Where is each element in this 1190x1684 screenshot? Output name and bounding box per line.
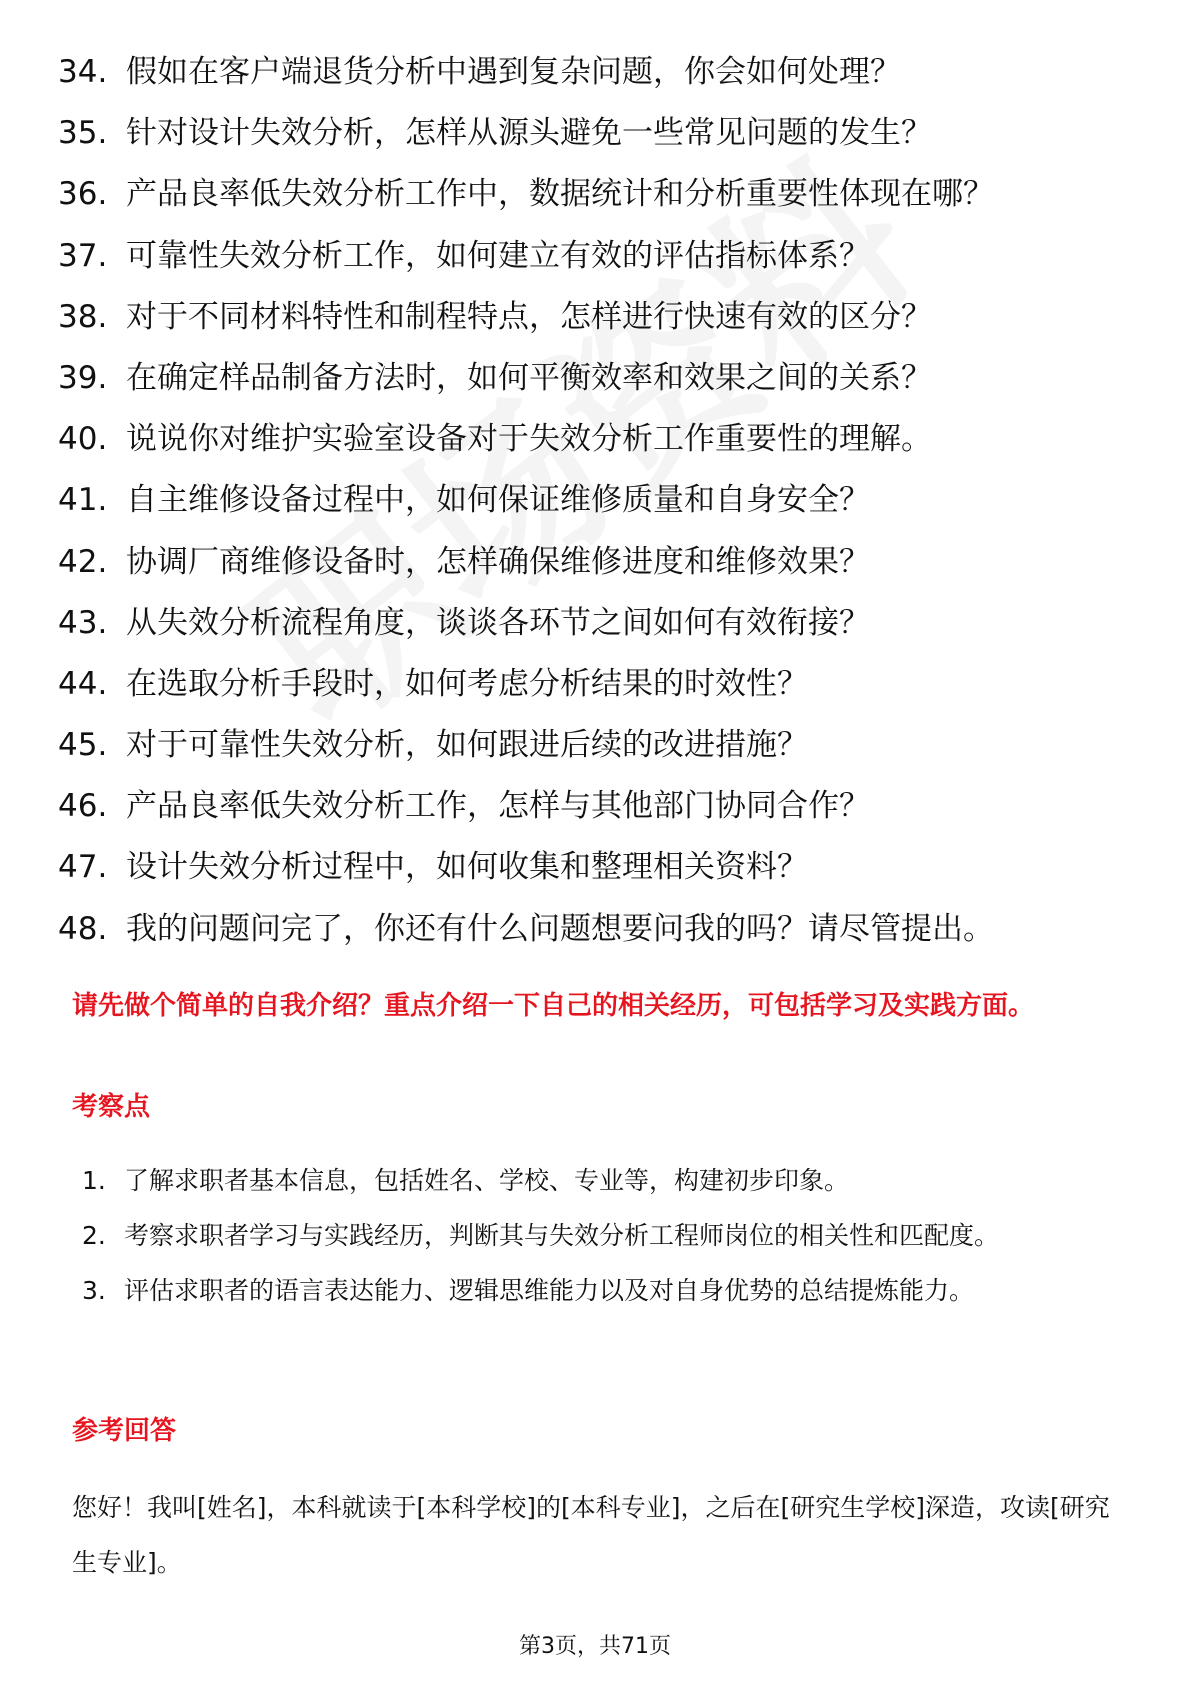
question-item: [58, 358, 1150, 419]
section-heading: 请先做个简单的自我介绍？重点介绍一下自己的相关经历，可包括学习及实践方面。: [72, 991, 1035, 1021]
question-text: 产品良率低失效分析工作中，数据统计和分析重要性体现在哪？: [126, 176, 994, 213]
question-text: 产品良率低失效分析工作，怎样与其他部门协同合作？: [126, 788, 870, 825]
question-text: 可靠性失效分析工作，如何建立有效的评估指标体系？: [126, 237, 870, 274]
question-number: 39.: [58, 359, 108, 396]
answer-text: 您好！我叫[姓名]，本科就读于[本科学校]的[本科专业]，之后在[研究生学校]深造，攻读[研究生专业]。: [72, 1493, 1110, 1577]
question-number: 46.: [58, 788, 108, 825]
focus-list: [82, 1153, 1112, 1318]
question-text: 针对设计失效分析，怎样从源头避免一些常见问题的发生？: [126, 115, 932, 152]
page-footer: 第3页，共71页: [519, 1634, 671, 1659]
answer-label: 参考回答: [72, 1416, 177, 1446]
question-number: 48.: [58, 910, 108, 947]
question-number: 42.: [58, 543, 108, 580]
question-item: [58, 603, 1150, 664]
question-number: 47.: [58, 849, 108, 886]
question-text: 设计失效分析过程中，如何收集和整理相关资料？: [126, 849, 808, 886]
question-number: 34.: [58, 54, 108, 90]
question-item: [58, 174, 1150, 235]
question-text: 自主维修设备过程中，如何保证维修质量和自身安全？: [126, 482, 870, 519]
focus-number: 3.: [82, 1276, 106, 1305]
focus-number: 1.: [82, 1166, 106, 1195]
focus-text: 了解求职者基本信息，包括姓名、学校、专业等，构建初步印象。: [124, 1166, 850, 1195]
question-number: 45.: [58, 727, 108, 764]
question-list: [58, 52, 1150, 970]
question-text: 对于可靠性失效分析，如何跟进后续的改进措施？: [126, 727, 808, 764]
question-text: 对于不同材料特性和制程特点，怎样进行快速有效的区分？: [126, 298, 932, 335]
question-number: 43.: [58, 604, 108, 641]
question-number: 36.: [58, 176, 108, 213]
focus-number: 2.: [82, 1221, 106, 1250]
question-item: [58, 52, 1150, 113]
question-text: 在选取分析手段时，如何考虑分析结果的时效性？: [126, 665, 808, 702]
question-item: [58, 542, 1150, 603]
focus-item: [82, 1208, 1112, 1263]
focus-text: 评估求职者的语言表达能力、逻辑思维能力以及对自身优势的总结提炼能力。: [124, 1276, 975, 1305]
question-text: 协调厂商维修设备时，怎样确保维修进度和维修效果？: [126, 543, 870, 580]
question-item: [58, 725, 1150, 786]
question-text: 从失效分析流程角度，谈谈各环节之间如何有效衔接？: [126, 604, 870, 641]
question-number: 41.: [58, 482, 108, 519]
question-text: 在确定样品制备方法时，如何平衡效率和效果之间的关系？: [126, 359, 932, 396]
question-item: [58, 480, 1150, 541]
question-text: 说说你对维护实验室设备对于失效分析工作重要性的理解。: [126, 421, 932, 458]
question-item: [58, 236, 1150, 297]
question-item: [58, 113, 1150, 174]
focus-text: 考察求职者学习与实践经历，判断其与失效分析工程师岗位的相关性和匹配度。: [124, 1221, 1000, 1250]
question-text: 假如在客户端退货分析中遇到复杂问题，你会如何处理？: [126, 54, 901, 90]
question-item: [58, 909, 1150, 970]
question-item: [58, 664, 1150, 725]
question-item: [58, 419, 1150, 480]
focus-label: 考察点: [72, 1092, 151, 1122]
focus-item: [82, 1153, 1112, 1208]
question-text: 我的问题问完了，你还有什么问题想要问我的吗？请尽管提出。: [126, 910, 994, 947]
focus-item: [82, 1263, 1112, 1318]
question-item: [58, 297, 1150, 358]
question-number: 44.: [58, 665, 108, 702]
question-number: 38.: [58, 298, 108, 335]
question-item: [58, 786, 1150, 847]
question-number: 40.: [58, 421, 108, 458]
question-item: [58, 847, 1150, 908]
question-number: 35.: [58, 115, 108, 152]
question-number: 37.: [58, 237, 108, 274]
